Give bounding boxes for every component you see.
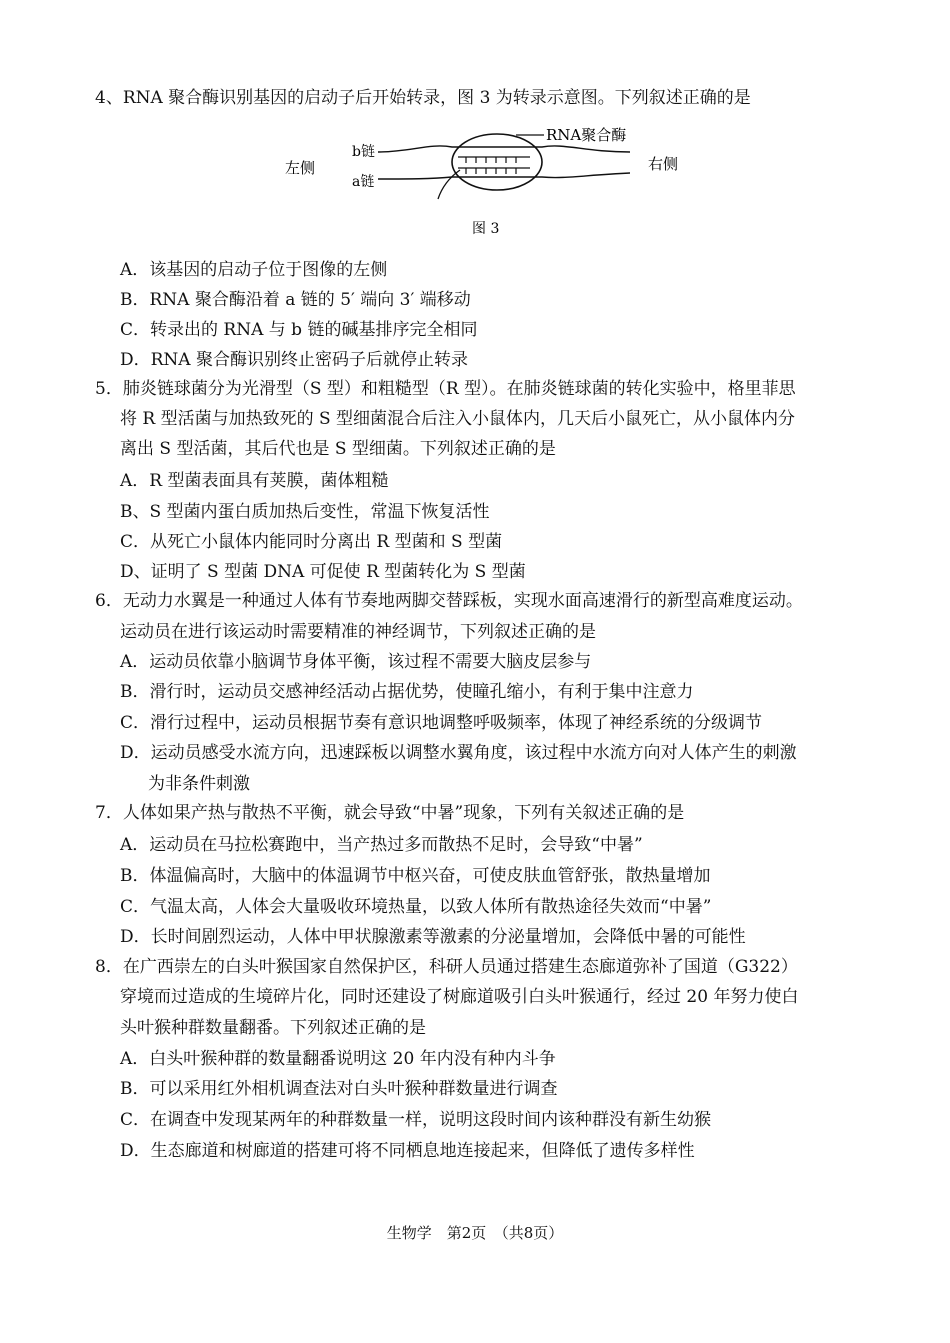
q5-stem-line-3: 离出 S 型活菌，其后代也是 S 型细菌。下列叙述正确的是 [120,439,556,459]
q8-option-c: C．在调查中发现某两年的种群数量一样，说明这段时间内该种群没有新生幼猴 [120,1110,712,1130]
q8-stem-line-2: 穿境而过造成的生境碎片化，同时还建设了树廊道吸引白头叶猴通行，经过 20 年努力使白 [120,987,799,1007]
base-pair-ticks [466,157,516,174]
q6-option-d-continuation: 为非条件刺激 [148,774,250,794]
q4-stem: 4、RNA 聚合酶识别基因的启动子后开始转录，图 3 为转录示意图。下列叙述正确的是 [95,88,751,108]
q8-option-b: B．可以采用红外相机调查法对白头叶猴种群数量进行调查 [120,1079,558,1099]
figure-strand-b-label: b链 [352,144,375,160]
q8-stem-line-1: 8．在广西崇左的白头叶猴国家自然保护区，科研人员通过搭建生态廊道弥补了国道（G322） [95,957,798,977]
q6-option-a: A．运动员依靠小脑调节身体平衡，该过程不需要大脑皮层参与 [120,652,592,672]
strand-b-line [378,146,630,152]
figure-left-label: 左侧 [285,159,316,177]
q8-option-d: D．生态廊道和树廊道的搭建可将不同栖息地连接起来，但降低了遗传多样性 [120,1141,695,1161]
q5-option-d: D、证明了 S 型菌 DNA 可促使 R 型菌转化为 S 型菌 [120,562,526,582]
q7-stem: 7．人体如果产热与散热不平衡，就会导致“中暑”现象，下列有关叙述正确的是 [95,803,685,823]
q5-option-c: C．从死亡小鼠体内能同时分离出 R 型菌和 S 型菌 [120,532,503,552]
figure-right-label: 右侧 [648,155,679,173]
q6-option-d: D．运动员感受水流方向，迅速踩板以调整水翼角度，该过程中水流方向对人体产生的刺激 [120,743,797,763]
q6-stem-line-1: 6．无动力水翼是一种通过人体有节奏地两脚交替踩板，实现水面高速滑行的新型高难度运动。 [95,591,803,611]
q5-stem-line-2: 将 R 型活菌与加热致死的 S 型细菌混合后注入小鼠体内，几天后小鼠死亡，从小鼠体内分 [120,409,796,429]
page-footer: 生物学 第2页 （共8页） [386,1224,564,1242]
strand-a-line [378,173,630,179]
q4-option-a: A．该基因的启动子位于图像的左侧 [120,260,388,280]
figure-enzyme-label: RNA聚合酶 [546,126,627,144]
q5-option-a: A．R 型菌表面具有荚膜，菌体粗糙 [120,471,389,491]
q7-option-c: C．气温太高，人体会大量吸收环境热量，以致人体所有散热途径失效而“中暑” [120,897,712,917]
q7-option-d: D．长时间剧烈运动，人体中甲状腺激素等激素的分泌量增加，会降低中暑的可能性 [120,927,746,947]
q6-stem-line-2: 运动员在进行该运动时需要精准的神经调节，下列叙述正确的是 [120,622,596,642]
figure-caption: 图 3 [472,221,500,237]
q4-option-b: B．RNA 聚合酶沿着 a 链的 5′ 端向 3′ 端移动 [120,290,471,310]
q6-option-c: C．滑行过程中，运动员根据节奏有意识地调整呼吸频率，体现了神经系统的分级调节 [120,713,763,733]
q8-option-a: A．白头叶猴种群的数量翻番说明这 20 年内没有种内斗争 [120,1049,556,1069]
q4-option-d: D．RNA 聚合酶识别终止密码子后就停止转录 [120,350,468,370]
q7-option-b: B．体温偏高时，大脑中的体温调节中枢兴奋，可使皮肤血管舒张，散热量增加 [120,866,711,886]
q6-option-b: B．滑行时，运动员交感神经活动占据优势，使瞳孔缩小，有利于集中注意力 [120,682,694,702]
q7-option-a: A．运动员在马拉松赛跑中，当产热过多而散热不足时，会导致“中暑” [120,835,643,855]
q4-option-c: C．转录出的 RNA 与 b 链的碱基排序完全相同 [120,320,478,340]
figure-3-transcription-diagram [280,115,700,240]
q8-stem-line-3: 头叶猴种群数量翻番。下列叙述正确的是 [120,1018,426,1038]
q5-stem-line-1: 5．肺炎链球菌分为光滑型（S 型）和粗糙型（R 型）。在肺炎链球菌的转化实验中，格里菲思 [95,379,796,399]
q5-option-b: B、S 型菌内蛋白质加热后变性，常温下恢复活性 [120,502,490,522]
transcription-svg [280,115,700,240]
figure-strand-a-label: a链 [352,174,375,190]
